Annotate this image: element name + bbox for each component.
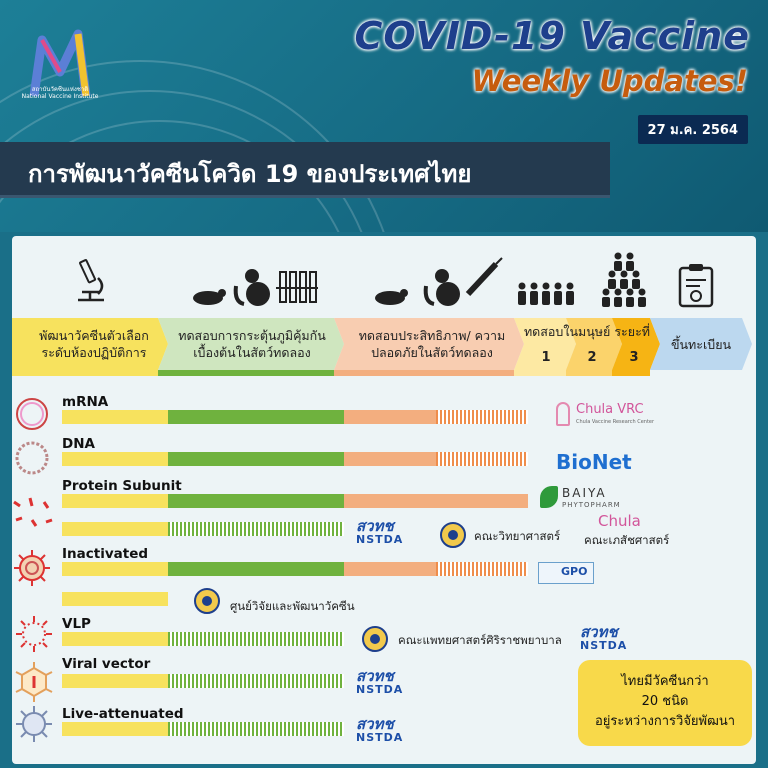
viral-vector-icon: [14, 662, 54, 702]
vaccine-protein-subunit: Protein Subunit: [62, 478, 182, 494]
org-chula-pharmacy: Chula คณะเภสัชศาสตร์: [584, 512, 670, 547]
stage-human-trial: ทดสอบในมนุษย์ ระยะที่: [523, 323, 651, 339]
protein-subunit-icon: [10, 496, 54, 532]
inactivated-virus-icon: [12, 548, 52, 588]
org-vaccine-rd-center: ศูนย์วิจัยและพัฒนาวัคซีน: [230, 599, 355, 613]
stage-animal-safety: ทดสอบประสิทธิภาพ/ ความปลอดภัยในสัตว์ทดลอง: [358, 328, 506, 360]
title-weekly-updates: Weekly Updates!: [471, 64, 748, 98]
vaccine-vlp: VLP: [62, 616, 91, 632]
summary-note: ไทยมีวัคซีนกว่า 20 ชนิด อยู่ระหว่างการวิจัยพัฒนา: [578, 660, 752, 746]
mrna-virus-icon: [14, 396, 50, 432]
phase-2: 2: [587, 350, 597, 365]
dna-virus-icon: [14, 440, 50, 476]
stage-animal-immune: ทดสอบการกระตุ้นภูมิคุ้มกัน เบื้องต้นในสัตว์ทดลอง: [178, 328, 326, 360]
phase-3: 3: [629, 350, 639, 365]
org-nstda-viral-vector: สวทช NSTDA: [356, 667, 404, 696]
page-banner: การพัฒนาวัคซีนโควิด 19 ของประเทศไทย: [0, 142, 610, 198]
certificate-icon: [676, 262, 716, 308]
microscope-icon: [68, 258, 112, 306]
org-nstda-vlp: สวทช NSTDA: [580, 623, 628, 652]
leaf-icon: [540, 486, 558, 508]
mahidol-seal-icon: [440, 522, 466, 548]
siriraj-seal-icon: [362, 626, 388, 652]
phase-1: 1: [541, 350, 551, 365]
animal-injection-icon: [372, 254, 504, 308]
date-badge: 27 ม.ค. 2564: [638, 115, 748, 144]
logo-text: สถาบันวัคซีนแห่งชาติ National Vaccine Institute: [21, 86, 99, 100]
org-siriraj: คณะแพทยศาสตร์ศิริราชพยาบาล: [398, 633, 562, 647]
vaccine-live-attenuated: Live-attenuated: [62, 706, 184, 722]
org-baiya: BAIYA PHYTOPHARM: [540, 484, 630, 512]
live-attenuated-icon: [14, 704, 54, 744]
org-chula-vrc: Chula VRC Chula Vaccine Research Center: [556, 400, 646, 430]
org-nstda-live-attenuated: สวทช NSTDA: [356, 715, 404, 744]
people-icon: [514, 250, 660, 312]
vlp-icon: [14, 614, 54, 654]
org-faculty-science: คณะวิทยาศาสตร์: [474, 529, 561, 543]
org-bionet: BioNet: [556, 450, 632, 474]
vaccine-mrna: mRNA: [62, 394, 109, 410]
vaccine-dna: DNA: [62, 436, 95, 452]
vaccine-center-seal-icon: [194, 588, 220, 614]
chula-crest-icon: [556, 402, 570, 426]
title-covid-vaccine: COVID-19 Vaccine: [354, 14, 750, 58]
stage-lab: พัฒนาวัคซีนตัวเลือก ระดับห้องปฏิบัติการ: [39, 328, 149, 360]
stage-register: ขึ้นทะเบียน: [670, 336, 732, 352]
org-nstda: สวทช NSTDA: [356, 517, 404, 546]
lab-animals-icon: [190, 266, 320, 308]
vaccine-viral-vector: Viral vector: [62, 656, 151, 672]
vaccine-inactivated: Inactivated: [62, 546, 149, 562]
org-gpo: GPO: [538, 562, 594, 584]
